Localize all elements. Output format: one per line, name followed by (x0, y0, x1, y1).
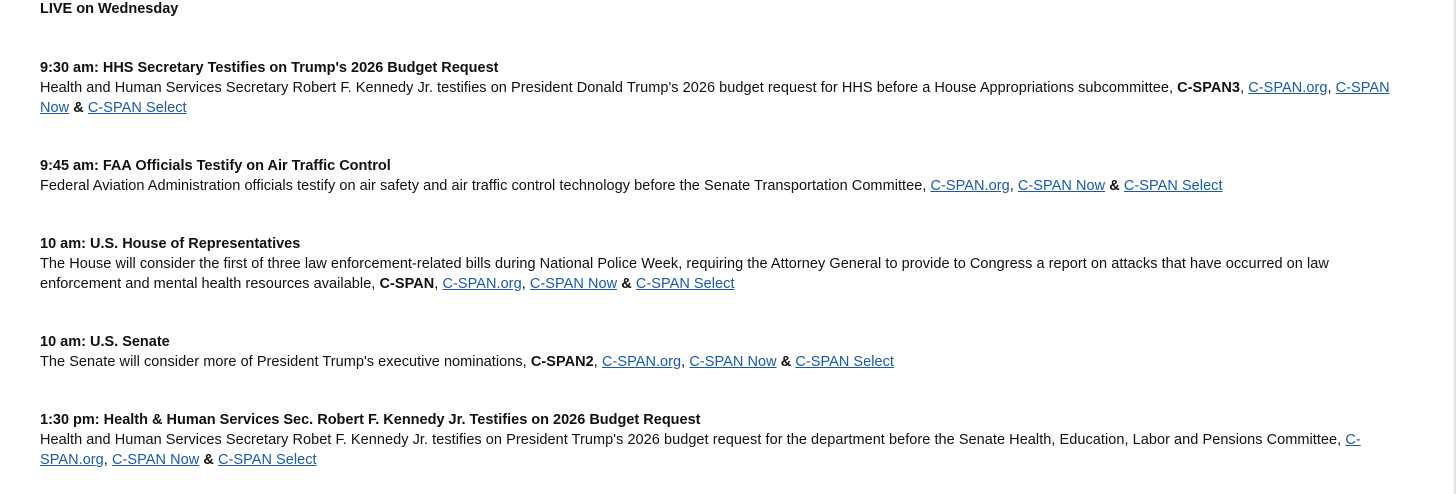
ampersand: & (1109, 178, 1120, 194)
ampersand: & (621, 276, 632, 292)
schedule-page (40, 0, 1410, 468)
network-label: C-SPAN2 (530, 354, 594, 370)
item-description (40, 352, 1410, 372)
cspan-select-link[interactable]: C-SPAN Select (217, 452, 317, 468)
cspan-org-link[interactable]: C-SPAN.org (601, 354, 682, 370)
network-label: C-SPAN (379, 276, 435, 292)
cspan-org-link[interactable]: C-SPAN.org (40, 432, 1361, 468)
schedule-item (40, 410, 1410, 470)
cspan-select-link[interactable]: C-SPAN Select (87, 100, 187, 116)
comma-separator: , (681, 354, 686, 370)
item-description (40, 254, 1410, 294)
ampersand: & (203, 452, 214, 468)
ampersand: & (780, 354, 792, 370)
live-heading: LIVE on Wednesday (40, 1, 179, 17)
schedule-item (40, 234, 1410, 294)
cspan-now-link[interactable]: C-SPAN Now (529, 276, 618, 292)
cspan-now-link[interactable]: C-SPAN Now (111, 452, 200, 468)
item-description-text: Federal Aviation Administration officials testify on air safety and air traffic control technology before the Senate Transportation Committee, (40, 178, 931, 194)
cspan-select-link[interactable]: C-SPAN Select (1123, 178, 1223, 194)
cspan-select-link[interactable]: C-SPAN Select (635, 276, 735, 292)
item-description-text: The House will consider the first of three law enforcement-related bills during National Police Week, requiring the Attorney General to provide to Congress a report on attacks that have occurred on law enforcement and mental health resources available, (40, 256, 1329, 292)
cspan-select-link[interactable]: C-SPAN Select (795, 354, 895, 370)
item-title: 10 am: U.S. Senate (40, 334, 170, 350)
cspan-now-link[interactable]: C-SPAN Now (40, 80, 1390, 116)
cspan-org-link[interactable]: C-SPAN.org (1248, 80, 1328, 96)
comma-separator: , (593, 354, 598, 370)
comma-separator: , (1009, 178, 1014, 194)
item-title: 9:30 am: HHS Secretary Testifies on Trump's 2026 Budget Request (40, 60, 499, 76)
item-description (40, 78, 1410, 118)
schedule-item (40, 332, 1410, 372)
cspan-org-link[interactable]: C-SPAN.org (442, 276, 522, 292)
network-label: C-SPAN3 (1177, 80, 1241, 96)
item-title: 10 am: U.S. House of Representatives (40, 236, 301, 252)
comma-separator: , (521, 276, 526, 292)
item-title: 9:45 am: FAA Officials Testify on Air Traffic Control (40, 158, 391, 174)
comma-separator: , (1327, 80, 1332, 96)
item-description-text: Health and Human Services Secretary Robet F. Kennedy Jr. testifies on President Trump's 2026 budget request for the department before the Senate Health, Education, Labor and Pensions Committee, (40, 432, 1346, 448)
schedule-item (40, 58, 1410, 118)
cspan-now-link[interactable]: C-SPAN Now (689, 354, 777, 370)
cspan-org-link[interactable]: C-SPAN.org (930, 178, 1010, 194)
comma-separator: , (434, 276, 439, 292)
item-description (40, 176, 1410, 196)
cspan-now-link[interactable]: C-SPAN Now (1017, 178, 1106, 194)
comma-separator: , (1240, 80, 1245, 96)
item-title: 1:30 pm: Health & Human Services Sec. Robert F. Kennedy Jr. Testifies on 2026 Budget Request (40, 412, 701, 428)
item-description-text: Health and Human Services Secretary Robert F. Kennedy Jr. testifies on President Donald Trump's 2026 budget request for HHS before a House Appropriations subcommittee, (40, 80, 1178, 96)
item-description-text: The Senate will consider more of President Trump's executive nominations, (40, 354, 531, 370)
comma-separator: , (103, 452, 108, 468)
item-description (40, 430, 1410, 470)
ampersand: & (73, 100, 84, 116)
schedule-item (40, 156, 1410, 196)
